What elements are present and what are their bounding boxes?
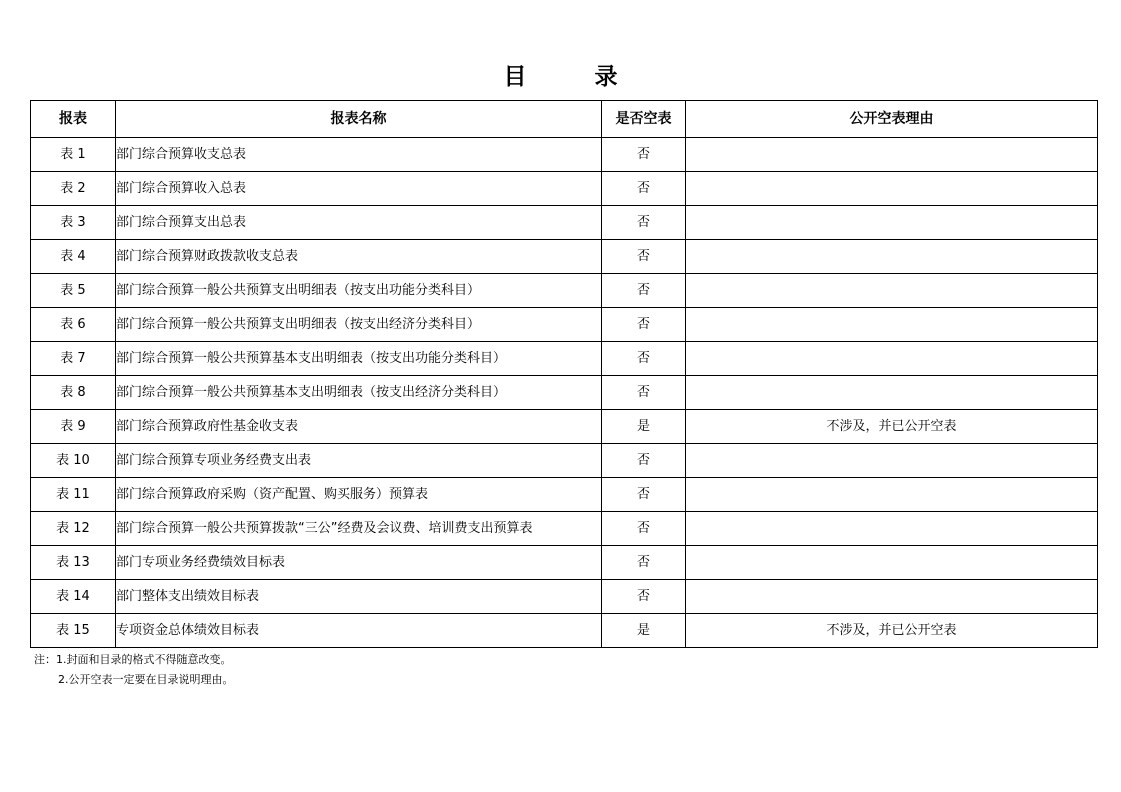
is-empty: 否 — [602, 546, 686, 580]
is-empty: 否 — [602, 478, 686, 512]
is-empty: 否 — [602, 342, 686, 376]
is-empty: 否 — [602, 206, 686, 240]
report-name: 部门综合预算一般公共预算基本支出明细表（按支出功能分类科目） — [116, 342, 602, 376]
report-name: 部门综合预算一般公共预算支出明细表（按支出经济分类科目） — [116, 308, 602, 342]
report-name: 部门综合预算一般公共预算拨款“三公”经费及会议费、培训费支出预算表 — [116, 512, 602, 546]
report-name: 部门专项业务经费绩效目标表 — [116, 546, 602, 580]
table-row — [31, 138, 1098, 172]
report-no: 表 4 — [31, 240, 116, 274]
table-row — [31, 410, 1098, 444]
report-name: 部门综合预算专项业务经费支出表 — [116, 444, 602, 478]
report-name: 专项资金总体绩效目标表 — [116, 614, 602, 648]
empty-reason — [686, 376, 1098, 410]
report-no: 表 13 — [31, 546, 116, 580]
empty-reason — [686, 512, 1098, 546]
note-line-1: 注：1.封面和目录的格式不得随意改变。 — [34, 653, 232, 666]
empty-reason — [686, 172, 1098, 206]
empty-reason — [686, 138, 1098, 172]
report-no: 表 9 — [31, 410, 116, 444]
header-is-empty: 是否空表 — [602, 101, 686, 138]
report-no: 表 7 — [31, 342, 116, 376]
empty-reason — [686, 308, 1098, 342]
empty-reason — [686, 240, 1098, 274]
report-no: 表 10 — [31, 444, 116, 478]
report-name: 部门综合预算支出总表 — [116, 206, 602, 240]
table-row — [31, 342, 1098, 376]
header-report-name: 报表名称 — [116, 101, 602, 138]
table-header-row — [31, 101, 1098, 138]
table-row — [31, 376, 1098, 410]
is-empty: 否 — [602, 138, 686, 172]
table-row — [31, 274, 1098, 308]
page-title: 目 录 — [503, 63, 648, 90]
empty-reason — [686, 580, 1098, 614]
is-empty: 是 — [602, 410, 686, 444]
report-no: 表 11 — [31, 478, 116, 512]
report-name: 部门综合预算一般公共预算基本支出明细表（按支出经济分类科目） — [116, 376, 602, 410]
is-empty: 否 — [602, 444, 686, 478]
is-empty: 否 — [602, 376, 686, 410]
notes — [34, 650, 234, 690]
report-name: 部门综合预算收入总表 — [116, 172, 602, 206]
catalog-table — [30, 100, 1098, 648]
empty-reason — [686, 478, 1098, 512]
empty-reason — [686, 444, 1098, 478]
empty-reason — [686, 546, 1098, 580]
table-row — [31, 240, 1098, 274]
header-report-no: 报表 — [31, 101, 116, 138]
empty-reason — [686, 342, 1098, 376]
table-row — [31, 614, 1098, 648]
is-empty: 否 — [602, 580, 686, 614]
table-row — [31, 580, 1098, 614]
table-row — [31, 444, 1098, 478]
report-no: 表 14 — [31, 580, 116, 614]
report-name: 部门综合预算一般公共预算支出明细表（按支出功能分类科目） — [116, 274, 602, 308]
report-no: 表 12 — [31, 512, 116, 546]
table-row — [31, 206, 1098, 240]
is-empty: 是 — [602, 614, 686, 648]
empty-reason — [686, 206, 1098, 240]
is-empty: 否 — [602, 172, 686, 206]
report-name: 部门综合预算政府采购（资产配置、购买服务）预算表 — [116, 478, 602, 512]
table-row — [31, 172, 1098, 206]
report-no: 表 1 — [31, 138, 116, 172]
report-no: 表 5 — [31, 274, 116, 308]
header-empty-reason: 公开空表理由 — [686, 101, 1098, 138]
table-row — [31, 478, 1098, 512]
table-row — [31, 546, 1098, 580]
empty-reason: 不涉及，并已公开空表 — [686, 410, 1098, 444]
empty-reason — [686, 274, 1098, 308]
table-row — [31, 512, 1098, 546]
report-name: 部门整体支出绩效目标表 — [116, 580, 602, 614]
is-empty: 否 — [602, 308, 686, 342]
report-no: 表 2 — [31, 172, 116, 206]
is-empty: 否 — [602, 274, 686, 308]
report-no: 表 15 — [31, 614, 116, 648]
is-empty: 否 — [602, 240, 686, 274]
is-empty: 否 — [602, 512, 686, 546]
report-name: 部门综合预算政府性基金收支表 — [116, 410, 602, 444]
report-no: 表 3 — [31, 206, 116, 240]
table-row — [31, 308, 1098, 342]
report-no: 表 8 — [31, 376, 116, 410]
report-name: 部门综合预算财政拨款收支总表 — [116, 240, 602, 274]
empty-reason: 不涉及，并已公开空表 — [686, 614, 1098, 648]
report-name: 部门综合预算收支总表 — [116, 138, 602, 172]
report-no: 表 6 — [31, 308, 116, 342]
note-line-2: 2.公开空表一定要在目录说明理由。 — [58, 673, 234, 686]
